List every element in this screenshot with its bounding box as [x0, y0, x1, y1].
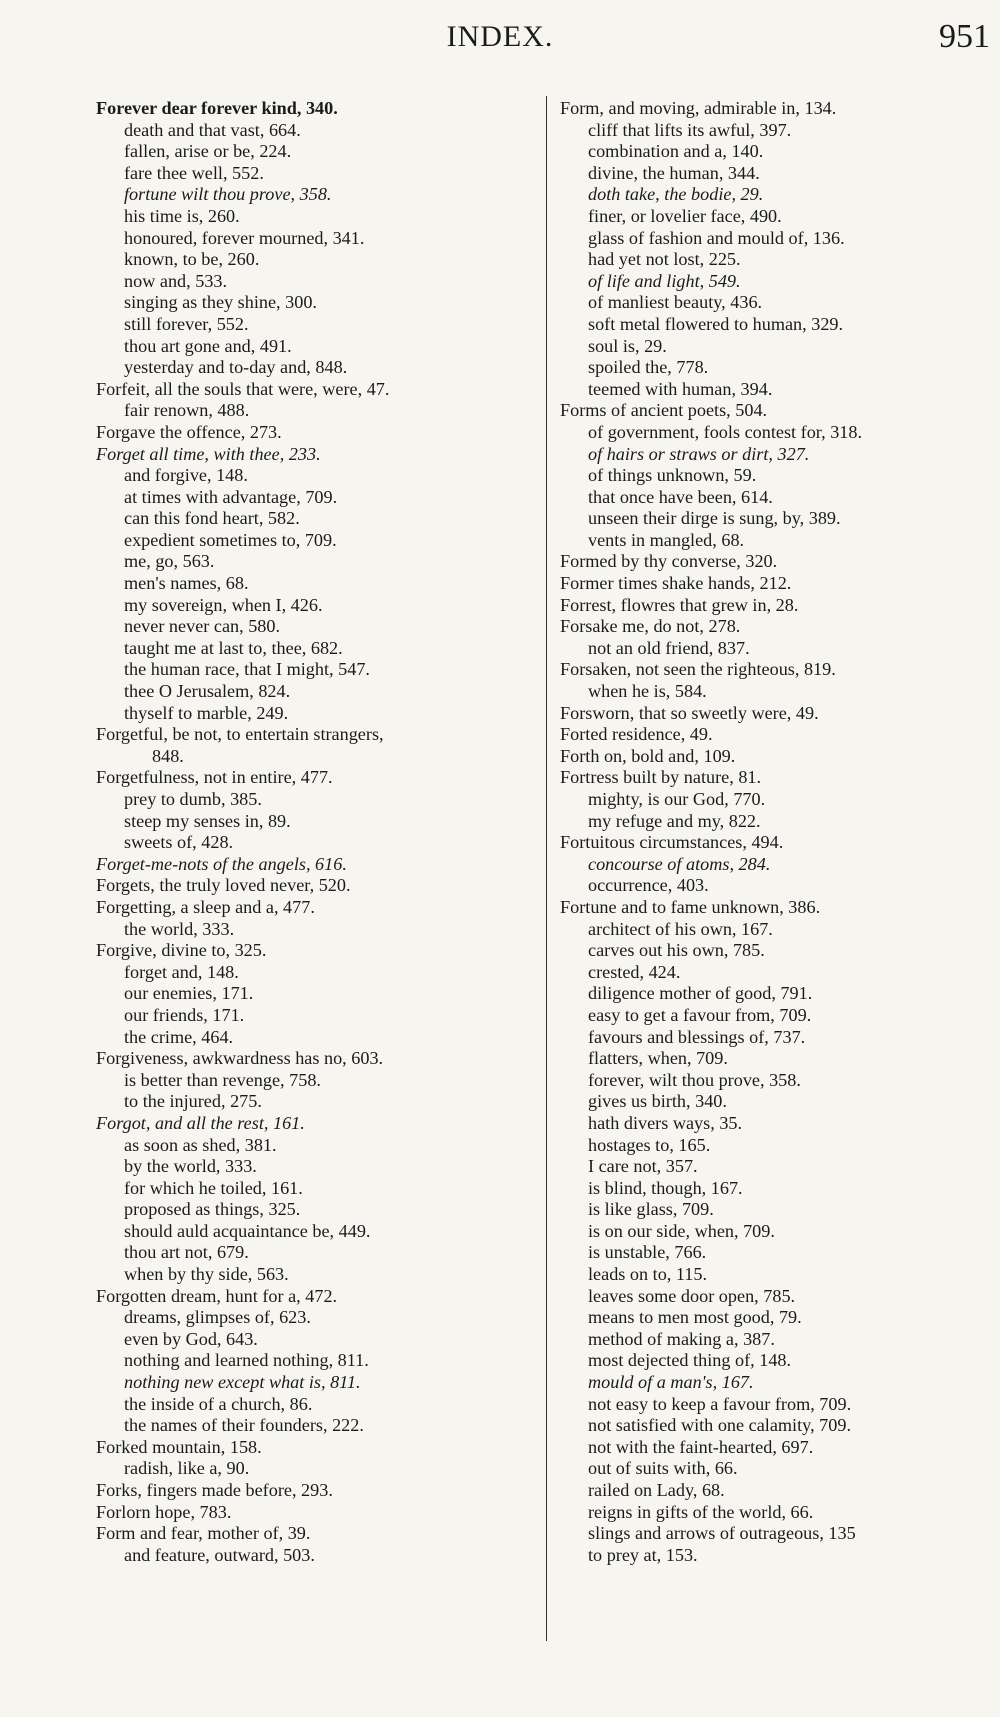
column-divider [546, 96, 547, 1641]
index-subentry: my refuge and my, 822. [588, 810, 761, 831]
index-subentry: proposed as things, 325. [124, 1199, 301, 1220]
index-entry: Fortress built by nature, 81. [560, 767, 762, 788]
index-subentry: means to men most good, 79. [588, 1307, 802, 1328]
index-entry: Form, and moving, admirable in, 134. [560, 98, 837, 118]
index-subentry: carves out his own, 785. [588, 940, 765, 961]
index-subentry: even by God, 643. [124, 1328, 258, 1349]
index-subentry: of things unknown, 59. [588, 465, 757, 486]
index-subentry: finer, or lovelier face, 490. [588, 205, 782, 226]
index-entry: Former times shake hands, 212. [560, 573, 792, 594]
index-subentry: the human race, that I might, 547. [124, 659, 370, 680]
index-subentry: of manliest beauty, 436. [588, 292, 763, 313]
index-subentry: to prey at, 153. [588, 1544, 698, 1565]
index-subentry: can this fond heart, 582. [124, 508, 300, 529]
index-subentry: fortune wilt thou prove, 358. [124, 184, 332, 205]
index-entry: Forlorn hope, 783. [96, 1501, 232, 1522]
index-column-left [96, 98, 546, 1566]
index-subentry: crested, 424. [588, 961, 681, 982]
index-subentry: prey to dumb, 385. [124, 789, 262, 809]
index-entry: Form and fear, mother of, 39. [96, 1523, 311, 1544]
index-subentry: our enemies, 171. [124, 983, 254, 1004]
index-entry: Forsaken, not seen the righteous, 819. [560, 659, 836, 680]
index-subentry: dreams, glimpses of, 623. [124, 1307, 311, 1328]
index-subentry: architect of his own, 167. [588, 918, 773, 939]
index-subentry: expedient sometimes to, 709. [124, 529, 337, 550]
index-subentry: thyself to marble, 249. [124, 702, 289, 723]
index-subentry: by the world, 333. [124, 1156, 257, 1177]
index-subentry: hath divers ways, 35. [588, 1112, 743, 1133]
index-entry: Forks, fingers made before, 293. [96, 1480, 333, 1500]
index-subentry: doth take, the bodie, 29. [588, 184, 764, 205]
index-subentry: when by thy side, 563. [124, 1264, 289, 1285]
index-subentry: flatters, when, 709. [588, 1048, 728, 1069]
index-subentry: not with the faint-hearted, 697. [588, 1436, 814, 1457]
index-subentry: when he is, 584. [588, 681, 707, 702]
index-subentry: death and that vast, 664. [124, 119, 301, 140]
index-subentry: cliff that lifts its awful, 397. [588, 119, 792, 140]
index-subentry: out of suits with, 66. [588, 1458, 738, 1479]
index-subentry: slings and arrows of outrageous, 135 [588, 1523, 856, 1544]
index-subentry: never never can, 580. [124, 616, 281, 637]
index-subentry: is better than revenge, 758. [124, 1069, 321, 1090]
index-subentry: not easy to keep a favour from, 709. [588, 1393, 852, 1414]
index-subentry: honoured, forever mourned, 341. [124, 227, 365, 248]
index-subentry: mighty, is our God, 770. [588, 789, 766, 809]
index-subentry: steep my senses in, 89. [124, 810, 291, 831]
index-subentry: I care not, 357. [588, 1156, 698, 1177]
index-subentry: vents in mangled, 68. [588, 529, 745, 550]
index-subentry: at times with advantage, 709. [124, 486, 338, 507]
index-subentry: his time is, 260. [124, 205, 240, 226]
index-subentry: spoiled the, 778. [588, 357, 709, 378]
index-subentry: to the injured, 275. [124, 1091, 262, 1112]
index-entry: Forms of ancient poets, 504. [560, 400, 768, 421]
index-subentry: hostages to, 165. [588, 1134, 711, 1155]
index-subentry: nothing and learned nothing, 811. [124, 1350, 369, 1371]
index-subentry: 848. [152, 745, 184, 766]
index-subentry: fair renown, 488. [124, 400, 250, 421]
index-subentry: glass of fashion and mould of, 136. [588, 227, 845, 248]
index-entry: Forgetfulness, not in entire, 477. [96, 767, 333, 788]
index-subentry: thou art gone and, 491. [124, 335, 292, 356]
index-subentry: gives us birth, 340. [588, 1091, 727, 1112]
index-subentry: of hairs or straws or dirt, 327. [588, 443, 810, 464]
page-header [0, 20, 1000, 60]
index-subentry: yesterday and to-day and, 848. [124, 357, 348, 378]
index-subentry: favours and blessings of, 737. [588, 1026, 806, 1047]
index-subentry: method of making a, 387. [588, 1328, 775, 1349]
index-subentry: reigns in gifts of the world, 66. [588, 1501, 814, 1522]
index-subentry: and feature, outward, 503. [124, 1544, 315, 1565]
index-entry: Forsworn, that so sweetly were, 49. [560, 702, 819, 723]
index-subentry: still forever, 552. [124, 313, 249, 334]
index-column-right [560, 98, 1000, 1566]
index-entry: Forfeit, all the souls that were, were, 47. [96, 378, 390, 399]
index-subentry: is on our side, when, 709. [588, 1220, 775, 1241]
index-entry: Fortune and to fame unknown, 386. [560, 896, 821, 917]
index-entry: Forted residence, 49. [560, 724, 713, 745]
index-subentry: me, go, 563. [124, 551, 215, 572]
index-subentry: nothing new except what is, 811. [124, 1372, 361, 1393]
index-subentry: singing as they shine, 300. [124, 292, 317, 313]
index-entry: Forrest, flowres that grew in, 28. [560, 594, 799, 615]
index-subentry: known, to be, 260. [124, 249, 260, 270]
index-subentry: the crime, 464. [124, 1026, 234, 1047]
index-subentry: thou art not, 679. [124, 1242, 249, 1263]
index-subentry: thee O Jerusalem, 824. [124, 681, 291, 702]
index-subentry: for which he toiled, 161. [124, 1177, 303, 1198]
index-subentry: and forgive, 148. [124, 465, 248, 486]
index-entry: Fortuitous circumstances, 494. [560, 832, 784, 853]
index-subentry: unseen their dirge is sung, by, 389. [588, 508, 841, 529]
index-entry: Forked mountain, 158. [96, 1436, 262, 1457]
index-entry: Forth on, bold and, 109. [560, 745, 736, 766]
index-entry: Forgiveness, awkwardness has no, 603. [96, 1048, 384, 1069]
index-subentry: easy to get a favour from, 709. [588, 1004, 812, 1025]
index-entry: Forever dear forever kind, 340. [96, 98, 338, 118]
index-subentry: teemed with human, 394. [588, 378, 773, 399]
index-subentry: is blind, though, 167. [588, 1177, 743, 1198]
index-subentry: as soon as shed, 381. [124, 1134, 277, 1155]
index-entry: Forgetting, a sleep and a, 477. [96, 896, 315, 917]
index-subentry: leaves some door open, 785. [588, 1285, 796, 1306]
index-subentry: radish, like a, 90. [124, 1458, 250, 1479]
index-subentry: had yet not lost, 225. [588, 249, 741, 270]
index-entry: Forsake me, do not, 278. [560, 616, 741, 637]
index-entry: Forgot, and all the rest, 161. [96, 1112, 305, 1133]
index-subentry: of government, fools contest for, 318. [588, 421, 863, 442]
index-subentry: taught me at last to, thee, 682. [124, 637, 343, 658]
index-subentry: my sovereign, when I, 426. [124, 594, 323, 615]
index-entry: Forgive, divine to, 325. [96, 940, 267, 961]
index-subentry: of life and light, 549. [588, 270, 741, 291]
index-subentry: soul is, 29. [588, 335, 667, 356]
index-subentry: that once have been, 614. [588, 486, 773, 507]
index-subentry: is like glass, 709. [588, 1199, 714, 1220]
index-subentry: sweets of, 428. [124, 832, 234, 853]
index-entry: Forgetful, be not, to entertain strangers, [96, 724, 384, 745]
index-entry: Formed by thy converse, 320. [560, 551, 778, 572]
index-subentry: the world, 333. [124, 918, 235, 939]
index-subentry: men's names, 68. [124, 573, 249, 594]
index-entry: Forgotten dream, hunt for a, 472. [96, 1285, 338, 1306]
index-subentry: diligence mother of good, 791. [588, 983, 813, 1004]
index-subentry: not an old friend, 837. [588, 637, 750, 658]
index-subentry: should auld acquaintance be, 449. [124, 1220, 371, 1241]
index-subentry: leads on to, 115. [588, 1264, 708, 1285]
index-subentry: concourse of atoms, 284. [588, 853, 771, 874]
index-subentry: is unstable, 766. [588, 1242, 707, 1263]
index-subentry: fallen, arise or be, 224. [124, 141, 292, 162]
index-entry: Forget all time, with thee, 233. [96, 443, 321, 464]
index-subentry: forget and, 148. [124, 961, 239, 982]
index-entry: Forgets, the truly loved never, 520. [96, 875, 351, 896]
index-subentry: the inside of a church, 86. [124, 1393, 313, 1414]
index-subentry: mould of a man's, 167. [588, 1372, 754, 1393]
index-subentry: fare thee well, 552. [124, 162, 264, 183]
index-subentry: railed on Lady, 68. [588, 1480, 725, 1500]
page-number: 951 [939, 18, 990, 55]
index-subentry: now and, 533. [124, 270, 228, 291]
index-subentry: our friends, 171. [124, 1004, 245, 1025]
index-subentry: soft metal flowered to human, 329. [588, 313, 844, 334]
index-subentry: most dejected thing of, 148. [588, 1350, 792, 1371]
page-title: INDEX. [446, 20, 554, 53]
index-subentry: combination and a, 140. [588, 141, 764, 162]
index-entry: Forgave the offence, 273. [96, 421, 282, 442]
index-subentry: the names of their founders, 222. [124, 1415, 364, 1436]
index-subentry: forever, wilt thou prove, 358. [588, 1069, 801, 1090]
index-subentry: not satisfied with one calamity, 709. [588, 1415, 851, 1436]
index-subentry: occurrence, 403. [588, 875, 709, 896]
index-subentry: divine, the human, 344. [588, 162, 760, 183]
index-entry: Forget-me-nots of the angels, 616. [96, 853, 347, 874]
